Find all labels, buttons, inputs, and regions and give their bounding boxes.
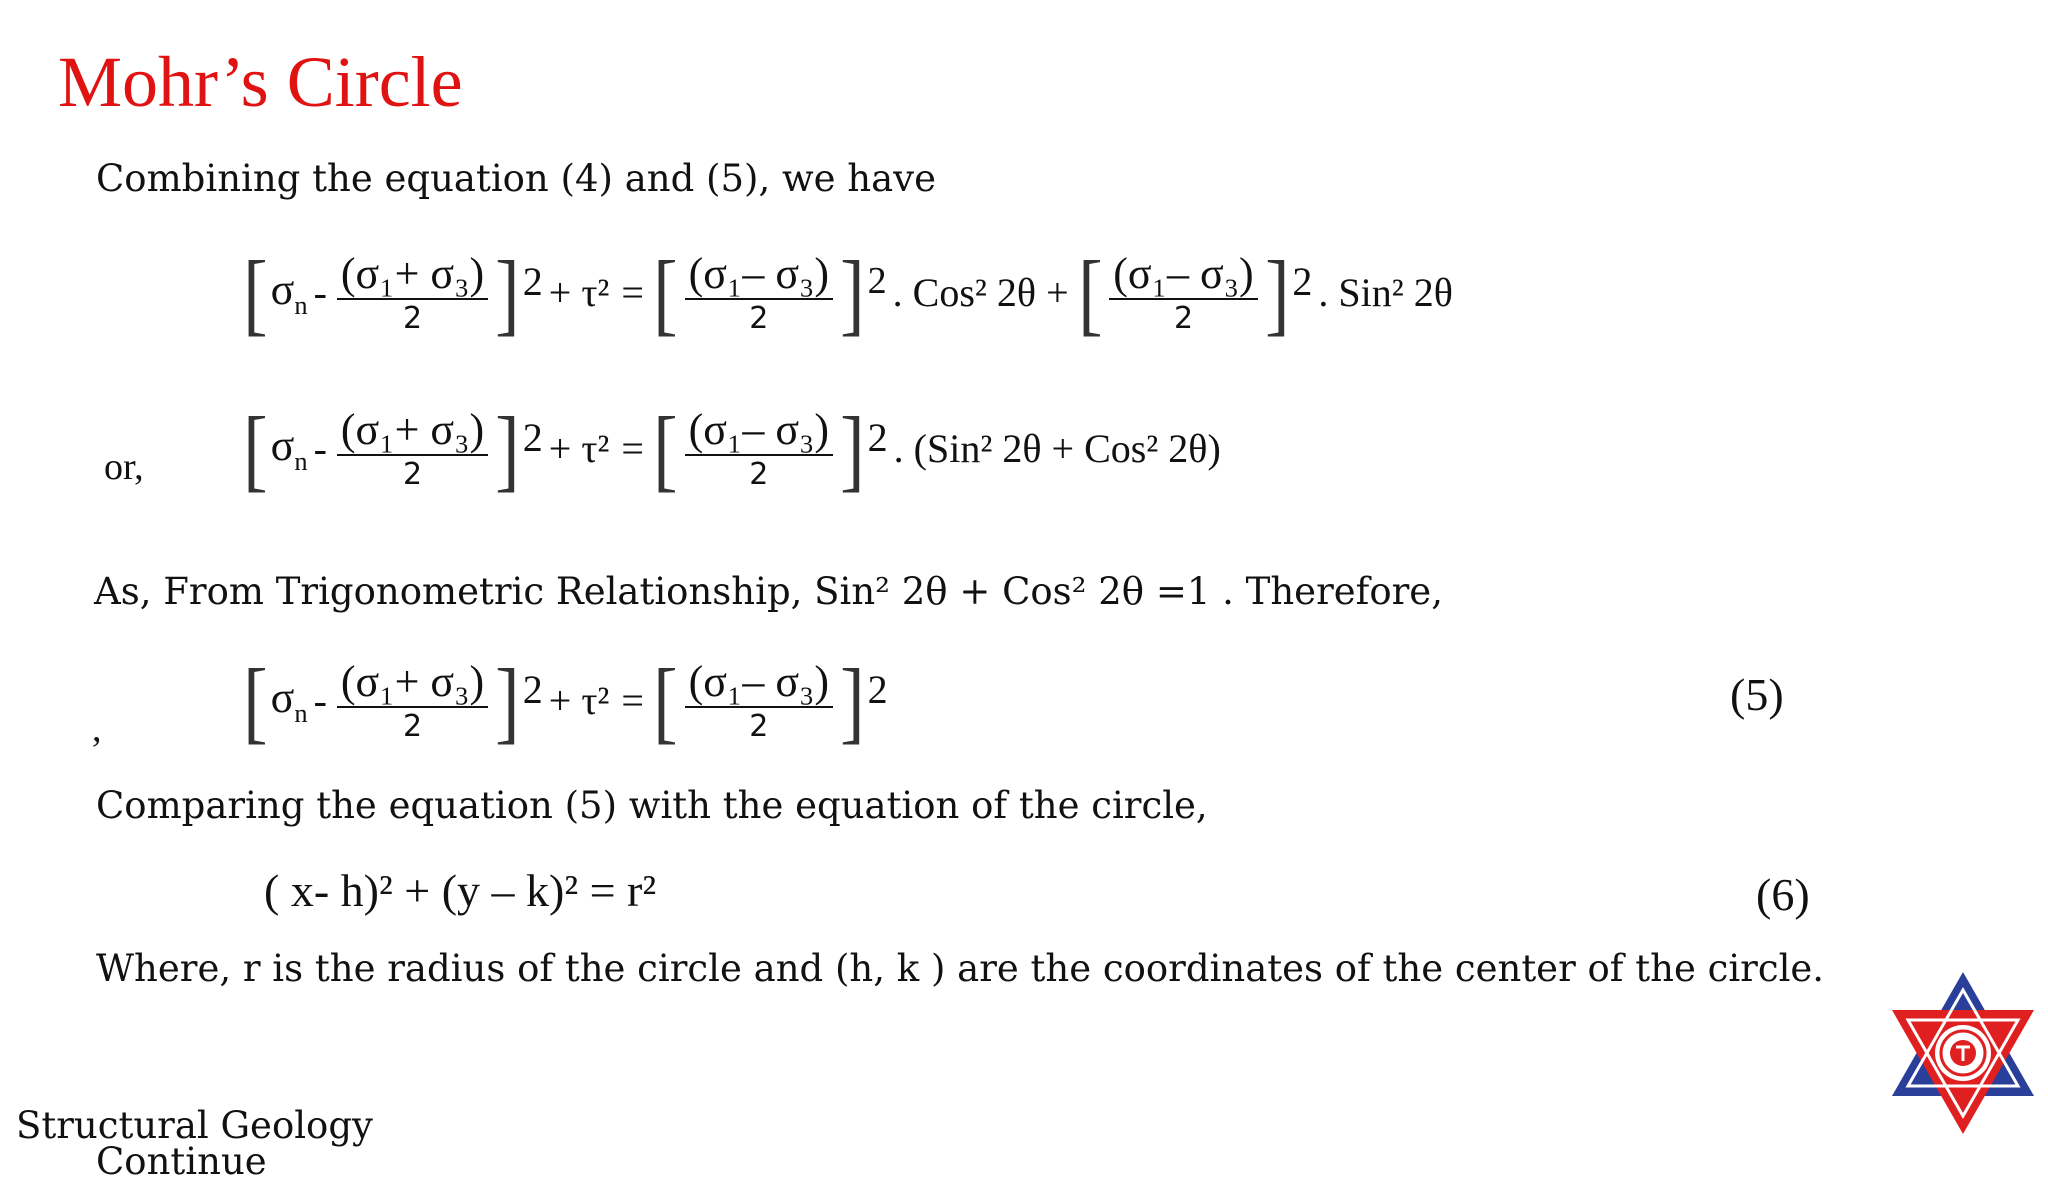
right-bracket: ] <box>840 650 865 752</box>
square-exponent: 2 <box>522 667 543 712</box>
sum-term: . (Sin² 2θ + Cos² 2θ) <box>893 426 1221 472</box>
tau-term: + τ² <box>548 678 610 724</box>
compare-text: Comparing the equation (5) with the equation of the circle, <box>96 784 1208 827</box>
equals-sign: = <box>621 270 644 316</box>
equation-number-6: (6) <box>1756 869 1810 920</box>
sigma-n: $\sigma_n$ <box>270 421 308 477</box>
trig-note: As, From Trigonometric Relationship, Sin² 2θ + Cos² 2θ =1 . Therefore, <box>94 570 1443 613</box>
sigma-n: $\sigma_n$ <box>270 673 308 729</box>
fraction-sum: $\frac{\text{(σ₁+ σ₃)}}{2}$ <box>337 408 488 490</box>
left-bracket: [ <box>1077 242 1103 344</box>
equals-sign: = <box>621 426 644 472</box>
sin-term: . Sin² 2θ <box>1318 270 1453 316</box>
square-exponent: 2 <box>522 415 543 460</box>
square-exponent: 2 <box>867 415 888 460</box>
footer-course: Structural Geology <box>16 1104 373 1147</box>
left-bracket: [ <box>243 650 268 752</box>
right-bracket: ] <box>495 398 520 500</box>
right-bracket: ] <box>495 242 520 344</box>
square-exponent: 2 <box>867 667 888 712</box>
equation-number-5: (5) <box>1730 669 1784 720</box>
tau-term: + τ² <box>548 270 610 316</box>
circle-equation: ( x- h)² + (y – k)² = r² <box>264 865 657 916</box>
left-bracket: [ <box>243 398 268 500</box>
fraction-diff: $\frac{\text{(σ₁– σ₃)}}{2}$ <box>685 408 833 490</box>
minus-sign: - <box>313 678 327 724</box>
university-logo-icon <box>1888 968 2038 1138</box>
fraction-sum: $\frac{\text{(σ₁+ σ₃)}}{2}$ <box>337 660 488 742</box>
where-text: Where, r is the radius of the circle and (h, k ) are the coordinates of the center of the circle. <box>96 947 1825 990</box>
left-bracket: [ <box>243 242 268 344</box>
fraction-diff: $\frac{\text{(σ₁– σ₃)}}{2}$ <box>685 660 833 742</box>
equation-5 <box>240 650 888 752</box>
right-bracket: ] <box>495 650 520 752</box>
minus-sign: - <box>313 426 327 472</box>
square-exponent: 2 <box>867 260 887 302</box>
square-exponent: 2 <box>522 259 543 304</box>
footer-cut-text: Continue <box>96 1140 267 1183</box>
cos-term: . Cos² 2θ + <box>892 270 1069 316</box>
fraction-diff: $\frac{\text{(σ₁– σ₃)}}{2}$ <box>1109 252 1257 334</box>
equals-sign: = <box>621 678 644 724</box>
sigma-n: $\sigma_n$ <box>270 265 308 321</box>
equation-2 <box>240 398 1227 500</box>
right-bracket: ] <box>840 398 865 500</box>
left-bracket: [ <box>653 242 678 344</box>
fraction-sum: $\frac{\text{(σ₁+ σ₃)}}{2}$ <box>337 252 488 334</box>
left-bracket: [ <box>653 398 678 500</box>
slide-title: Mohr’s Circle <box>58 42 463 122</box>
tau-term: + τ² <box>548 426 610 472</box>
right-bracket: ] <box>1264 242 1290 344</box>
fraction-diff: $\frac{\text{(σ₁– σ₃)}}{2}$ <box>685 252 833 334</box>
intro-text: Combining the equation (4) and (5), we have <box>96 157 936 200</box>
minus-sign: - <box>313 270 327 316</box>
right-bracket: ] <box>840 242 865 344</box>
left-bracket: [ <box>653 650 678 752</box>
square-exponent: 2 <box>1292 259 1313 304</box>
comma-label: , <box>92 708 102 750</box>
or-label: or, <box>104 446 144 488</box>
equation-1 <box>240 242 1459 344</box>
